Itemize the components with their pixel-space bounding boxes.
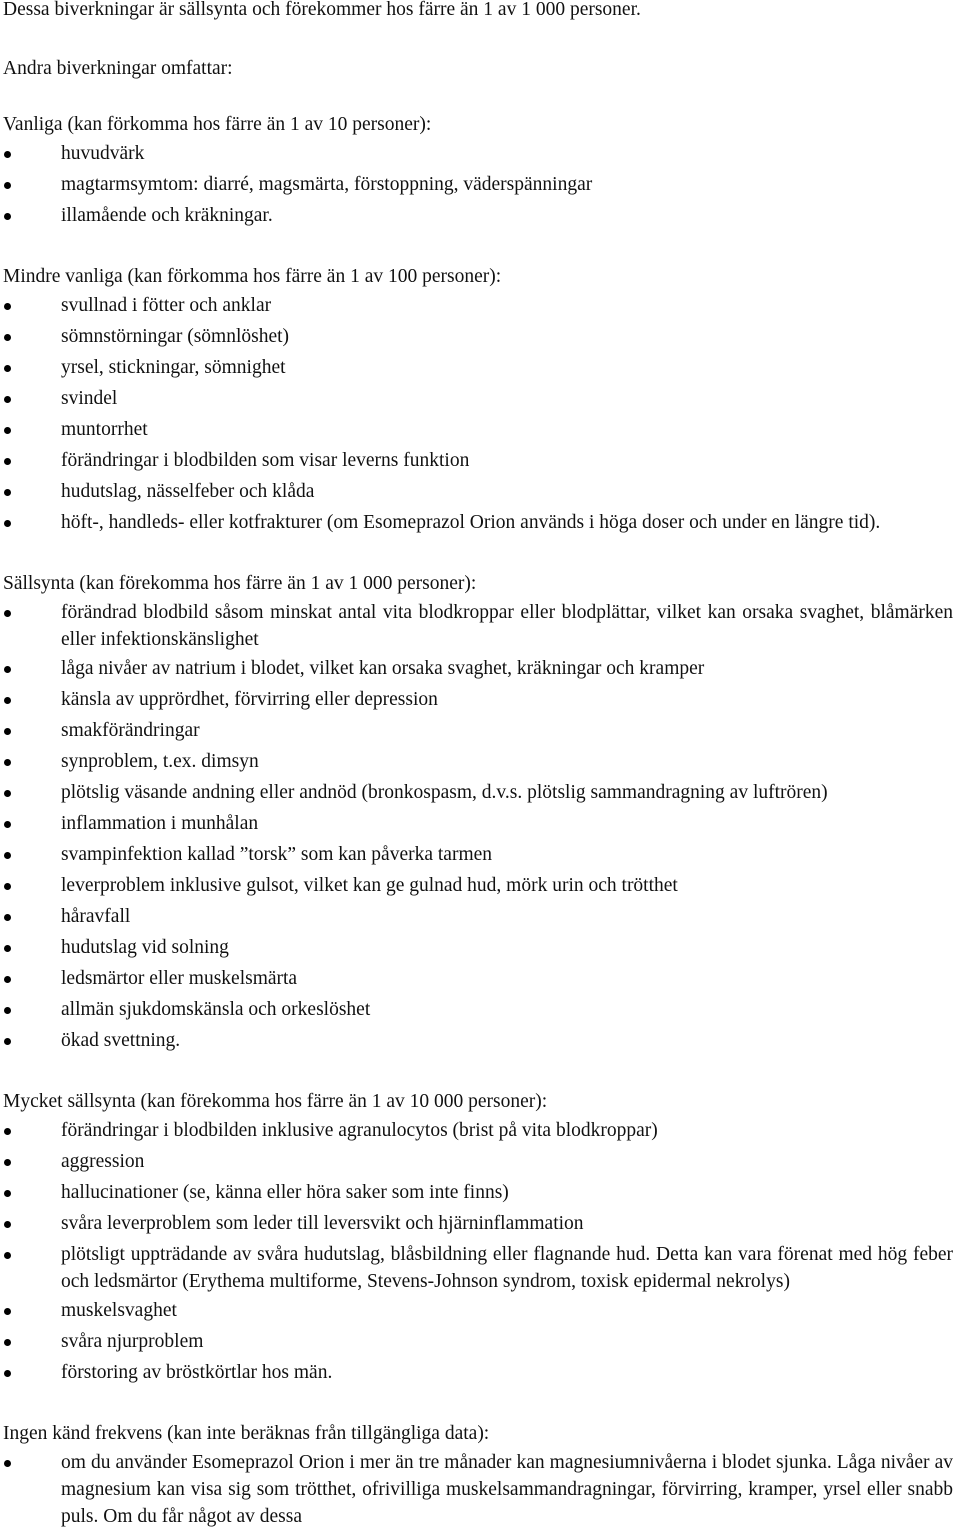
list-item-text: plötslig väsande andning eller andnöd (bronkospasm, d.v.s. plötslig sammandragning av luftrören): [61, 782, 828, 803]
frequency-section: [3, 263, 953, 570]
list-item: [3, 385, 953, 416]
section-heading: Ingen känd frekvens (kan inte beräknas från tillgängliga data):: [3, 1423, 490, 1444]
list-item-text: hallucinationer (se, känna eller höra saker som inte finns): [61, 1182, 509, 1203]
spacer: [3, 1058, 953, 1088]
bullet-icon: [4, 1308, 11, 1315]
list-item: [3, 1117, 953, 1148]
bullet-icon: [4, 914, 11, 921]
list-item: [3, 872, 953, 903]
list-item: [3, 841, 953, 872]
list-item-text: förändringar i blodbilden som visar leverns funktion: [61, 450, 470, 471]
list-item-text: svullnad i fötter och anklar: [61, 295, 272, 316]
spacer: [3, 82, 953, 111]
bullet-icon: [4, 790, 11, 797]
bullet-icon: [4, 728, 11, 735]
list-item: [3, 202, 953, 233]
spacer: [3, 233, 953, 263]
list-item: [3, 810, 953, 841]
document-page: [3, 0, 953, 1532]
list-item: [3, 509, 953, 540]
list-item-text: svåra leverproblem som leder till leversvikt och hjärninflammation: [61, 1213, 584, 1234]
intro-line-2: Andra biverkningar omfattar:: [3, 58, 233, 79]
list-item: [3, 934, 953, 965]
bullet-icon: [4, 213, 11, 220]
list-item: [3, 292, 953, 323]
bullet-icon: [4, 489, 11, 496]
list-item-text: sömnstörningar (sömnlöshet): [61, 326, 290, 347]
spacer: [3, 540, 953, 570]
section-heading: Mycket sällsynta (kan förekomma hos färre än 1 av 10 000 personer):: [3, 1091, 548, 1112]
list-item-text: svampinfektion kallad ”torsk” som kan påverka tarmen: [61, 844, 493, 865]
list-item: [3, 1359, 953, 1390]
list-item-text: håravfall: [61, 906, 131, 927]
bullet-icon: [4, 852, 11, 859]
bullet-icon: [4, 945, 11, 952]
bullet-icon: [4, 1159, 11, 1166]
list-item: [3, 416, 953, 447]
spacer: [3, 1390, 953, 1420]
bullet-icon: [4, 1339, 11, 1346]
bullet-icon: [4, 520, 11, 527]
list-item: [3, 447, 953, 478]
list-item-text: allmän sjukdomskänsla och orkeslöshet: [61, 999, 371, 1020]
list-item-text: svåra njurproblem: [61, 1331, 204, 1352]
list-item: [3, 965, 953, 996]
bullet-icon: [4, 821, 11, 828]
list-item: [3, 140, 953, 171]
list-item-text: känsla av upprördhet, förvirring eller depression: [61, 689, 438, 710]
list-item-text: muntorrhet: [61, 419, 148, 440]
bullet-icon: [4, 883, 11, 890]
frequency-section: [3, 111, 953, 263]
sections-container: [3, 111, 953, 1532]
list-item-text: inflammation i munhålan: [61, 813, 259, 834]
section-heading: Sällsynta (kan förekomma hos färre än 1 av 1 000 personer):: [3, 573, 477, 594]
list-item-text: förändrad blodbild såsom minskat antal vita blodkroppar eller blodplättar, vilket kan orsaka svaghet, blåmärken eller infektionskänslighet: [61, 602, 953, 650]
list-item-text: smakförändringar: [61, 720, 200, 741]
bullet-icon: [4, 1221, 11, 1228]
list-item-text: aggression: [61, 1151, 145, 1172]
list-item: [3, 996, 953, 1027]
list-item: [3, 717, 953, 748]
list-item: [3, 1297, 953, 1328]
list-item: [3, 1027, 953, 1058]
bullet-icon: [4, 1370, 11, 1377]
list-item-text: ledsmärtor eller muskelsmärta: [61, 968, 298, 989]
bullet-icon: [4, 759, 11, 766]
list-item-text: förändringar i blodbilden inklusive agranulocytos (brist på vita blodkroppar): [61, 1120, 658, 1141]
list-item-text: leverproblem inklusive gulsot, vilket kan ge gulnad hud, mörk urin och trötthet: [61, 875, 678, 896]
bullet-icon: [4, 1460, 11, 1467]
list-item: [3, 1449, 953, 1532]
bullet-icon: [4, 697, 11, 704]
bullet-icon: [4, 1038, 11, 1045]
bullet-icon: [4, 427, 11, 434]
side-effect-list: [3, 292, 953, 540]
list-item-text: hudutslag, nässelfeber och klåda: [61, 481, 315, 502]
list-item: [3, 478, 953, 509]
bullet-icon: [4, 976, 11, 983]
bullet-icon: [4, 334, 11, 341]
list-item: [3, 599, 953, 655]
list-item: [3, 1179, 953, 1210]
list-item-text: plötsligt uppträdande av svåra hudutslag, blåsbildning eller flagnande hud. Detta kan vara förenat med hög feber och ledsmärtor (Erythema multiforme, Stevens-Johnson syndrom, toxisk epidermal nekrolys): [61, 1244, 953, 1292]
side-effect-list: [3, 1117, 953, 1390]
list-item-text: synproblem, t.ex. dimsyn: [61, 751, 259, 772]
list-item: [3, 1210, 953, 1241]
bullet-icon: [4, 151, 11, 158]
list-item-text: ökad svettning.: [61, 1030, 181, 1051]
section-heading: Vanliga (kan förkomma hos färre än 1 av 10 personer):: [3, 114, 432, 135]
bullet-icon: [4, 365, 11, 372]
list-item-text: höft-, handleds- eller kotfrakturer (om Esomeprazol Orion används i höga doser och under en längre tid).: [61, 512, 881, 533]
list-item: [3, 1328, 953, 1359]
list-item: [3, 323, 953, 354]
list-item: [3, 354, 953, 385]
list-item-text: illamående och kräkningar.: [61, 205, 273, 226]
bullet-icon: [4, 396, 11, 403]
side-effect-list: [3, 599, 953, 1058]
frequency-section: [3, 1088, 953, 1420]
bullet-icon: [4, 610, 11, 617]
list-item: [3, 1241, 953, 1297]
frequency-section: [3, 1420, 953, 1532]
bullet-icon: [4, 1252, 11, 1259]
bullet-icon: [4, 458, 11, 465]
list-item: [3, 1148, 953, 1179]
frequency-section: [3, 570, 953, 1088]
list-item-text: magtarmsymtom: diarré, magsmärta, förstoppning, väderspänningar: [61, 174, 593, 195]
list-item-text: yrsel, stickningar, sömnighet: [61, 357, 286, 378]
list-item-text: om du använder Esomeprazol Orion i mer än tre månader kan magnesiumnivåerna i blodet sjunka. Låga nivåer av magnesium kan visa sig som trötthet, ofrivilliga muskelsammandragningar, förvirring, kramper, yrsel eller snabb puls. Om du får något av dessa: [61, 1452, 953, 1527]
list-item: [3, 686, 953, 717]
list-item: [3, 779, 953, 810]
bullet-icon: [4, 1190, 11, 1197]
bullet-icon: [4, 1128, 11, 1135]
bullet-icon: [4, 666, 11, 673]
bullet-icon: [4, 182, 11, 189]
list-item-text: huvudvärk: [61, 143, 145, 164]
bullet-icon: [4, 303, 11, 310]
list-item-text: hudutslag vid solning: [61, 937, 229, 958]
list-item-text: låga nivåer av natrium i blodet, vilket kan orsaka svaghet, kräkningar och kramper: [61, 658, 705, 679]
list-item-text: muskelsvaghet: [61, 1300, 177, 1321]
list-item: [3, 748, 953, 779]
spacer: [3, 23, 953, 55]
list-item: [3, 655, 953, 686]
section-heading: Mindre vanliga (kan förkomma hos färre än 1 av 100 personer):: [3, 266, 502, 287]
side-effect-list: [3, 140, 953, 233]
list-item-text: förstoring av bröstkörtlar hos män.: [61, 1362, 333, 1383]
list-item-text: svindel: [61, 388, 118, 409]
bullet-icon: [4, 1007, 11, 1014]
intro-line-1: Dessa biverkningar är sällsynta och förekommer hos färre än 1 av 1 000 personer.: [3, 0, 641, 20]
side-effect-list: [3, 1449, 953, 1532]
list-item: [3, 171, 953, 202]
list-item: [3, 903, 953, 934]
